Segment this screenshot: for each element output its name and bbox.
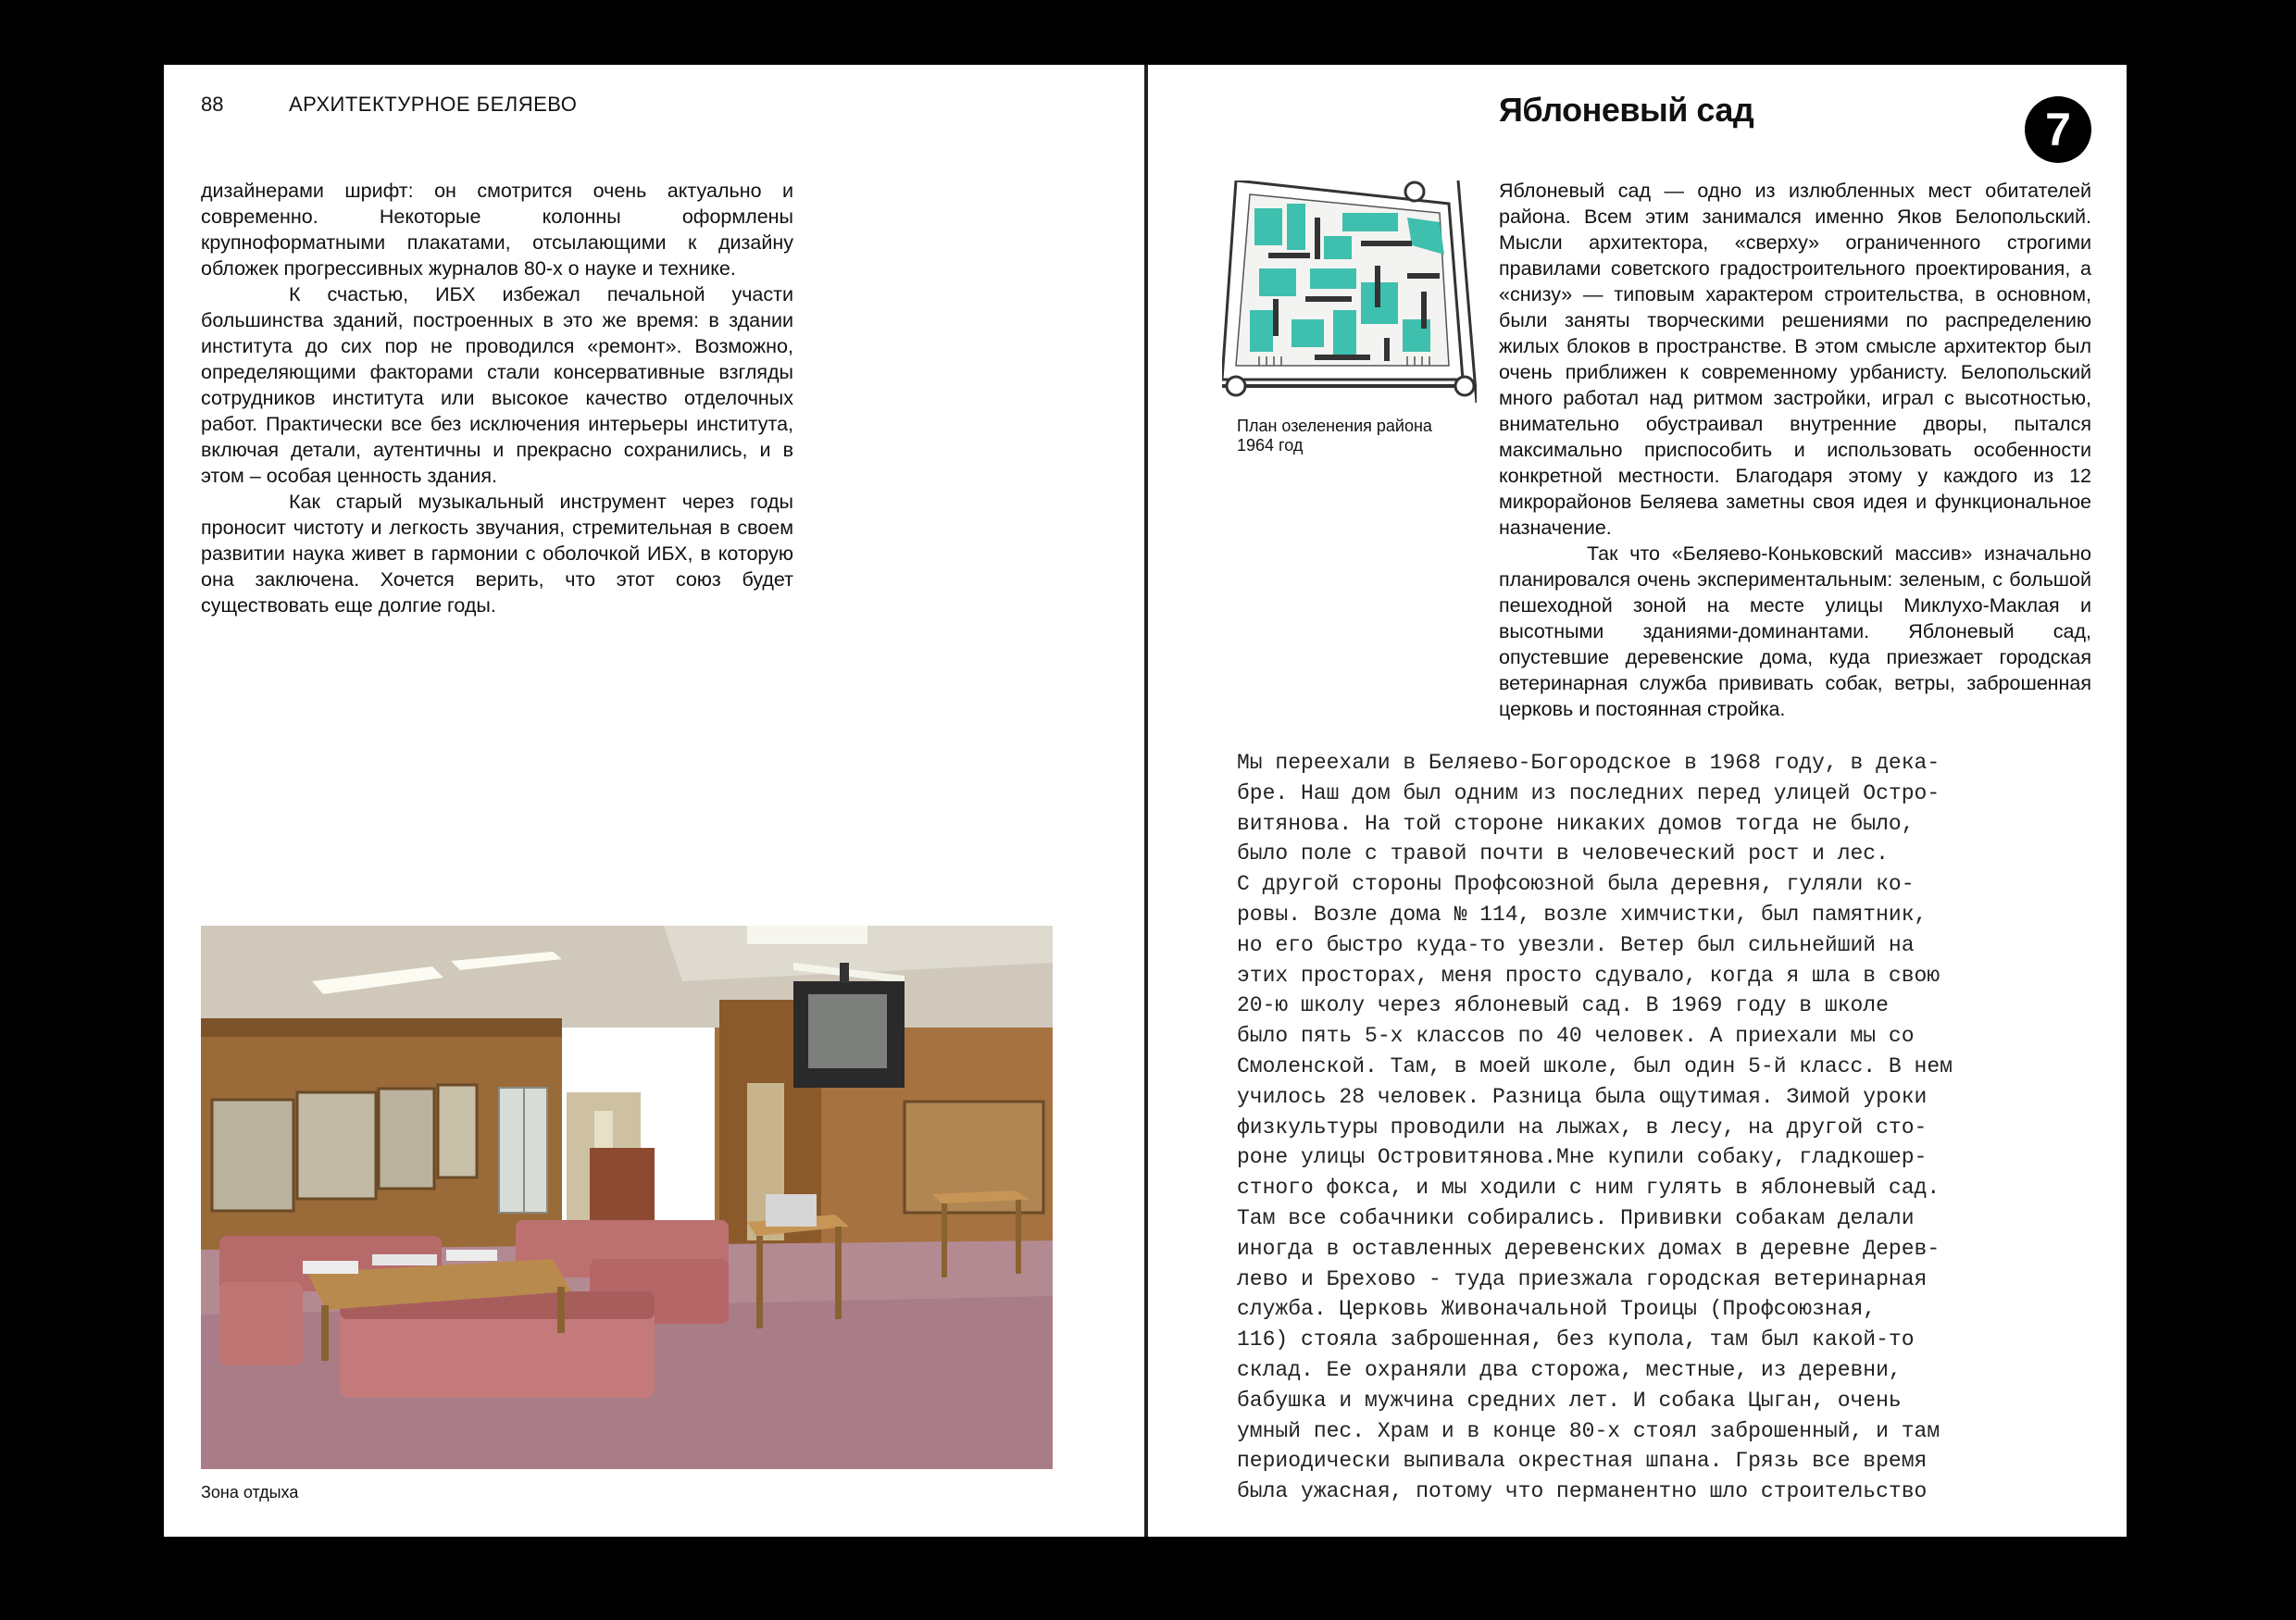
quote-line: было поле с травой почти в человеческий рост и лес.	[1237, 841, 1889, 866]
quote-line: витянова. На той стороне никаких домов тогда не было,	[1237, 811, 1915, 836]
paragraph: К счастью, ИБХ избежал печальной участи большинства зданий, построенных в это же время: в здании института до сих пор не проводился «ремонт». Возможно, определяющими факторами стали консервативные взгляды сотрудников института или высокое качество отделочных работ. Практически все без исключения интерьеры института, включая детали, аутентичны и прекрасно сохранились, и в этом – особая ценность здания.	[201, 283, 793, 487]
quote-line: умный пес. Храм и в конце 80-х стоял заброшенный, и там	[1237, 1418, 1940, 1443]
plan-caption	[1237, 417, 1478, 455]
resident-quote	[1237, 748, 2093, 1507]
running-head: АРХИТЕКТУРНОЕ БЕЛЯЕВО	[289, 93, 578, 116]
quote-line: иногда в оставленных деревенских домах в деревне Дерев-	[1237, 1236, 1940, 1261]
quote-line: склад. Ее охраняли два сторожа, местные, из деревни,	[1237, 1357, 1902, 1382]
quote-line: 116) стояла заброшенная, без купола, там был какой-то	[1237, 1327, 1915, 1352]
quote-line: стного фокса, и мы ходили с ним гулять в яблоневый сад.	[1237, 1176, 1940, 1201]
quote-line: Смоленской. Там, в моей школе, был один 5-й класс. В нем	[1237, 1053, 1953, 1078]
quote-line: была ужасная, потому что перманентно шло строительство	[1237, 1479, 1928, 1504]
quote-line: было пять 5-х классов по 40 человек. А приехали мы со	[1237, 1024, 1915, 1049]
right-text-column	[1499, 178, 2091, 722]
quote-line: Там все собачники собирались. Прививки собакам делали	[1237, 1205, 1915, 1230]
right-page	[1148, 65, 2127, 1537]
quote-line: физкультуры проводили на лыжах, в лесу, на другой сто-	[1237, 1115, 1928, 1140]
paragraph: дизайнерами шрифт: он смотрится очень актуально и современно. Некоторые колонны оформлены крупноформатными плакатами, отсылающими к дизайну обложек прогрессивных журналов 80-х о науке и технике.	[201, 180, 793, 280]
quote-line: служба. Церковь Живоначальной Троицы (Профсоюзная,	[1237, 1297, 1877, 1322]
quote-line: Мы переехали в Беляево-Богородское в 1968 году, в дека-	[1237, 751, 1940, 775]
quote-line: ровы. Возле дома № 114, возле химчистки, был памятник,	[1237, 902, 1928, 927]
quote-line: периодически выпивала окрестная шпана. Грязь все время	[1237, 1449, 1928, 1474]
page-number: 88	[201, 93, 224, 116]
paragraph: Как старый музыкальный инструмент через годы проносит чистоту и легкость звучания, стремительная в своем развитии наука живет в гармонии с оболочкой ИБХ, в которую она заключена. Хочется верить, что этот союз будет существовать еще долгие годы.	[201, 491, 793, 617]
quote-line: этих просторах, меня просто сдувало, когда я шла в свою	[1237, 963, 1940, 988]
quote-line: бабушка и мужчина средних лет. И собака Цыган, очень	[1237, 1388, 1902, 1413]
quote-line: училось 28 человек. Разница была ощутимая. Зимой уроки	[1237, 1084, 1928, 1109]
lounge-photo	[201, 926, 1053, 1469]
chapter-number-badge: 7	[2025, 96, 2091, 163]
greening-plan-map	[1222, 181, 1477, 403]
photo-caption: Зона отдыха	[201, 1483, 299, 1502]
quote-line: но его быстро куда-то увезли. Ветер был сильнейший на	[1237, 932, 1915, 957]
plan-caption-line: 1964 год	[1237, 436, 1304, 455]
left-page	[164, 65, 1144, 1537]
quote-line: роне улицы Островитянова.Мне купили собаку, гладкошер-	[1237, 1145, 1928, 1170]
chapter-title: Яблоневый сад	[1499, 91, 1754, 129]
left-text-column	[201, 178, 793, 618]
quote-line: 20-ю школу через яблоневый сад. В 1969 году в школе	[1237, 993, 1889, 1018]
paragraph: Так что «Беляево-Коньковский массив» изначально планировался очень экспериментальным: зеленым, с большой пешеходной зоной на месте улицы Миклухо-Маклая и высотными зданиями-доминантами. Яблоневый сад, опустевшие деревенские дома, куда приезжает городская ветеринарная служба прививать собак, ветры, заброшенная церковь и постоянная стройка.	[1499, 542, 2091, 720]
quote-line: С другой стороны Профсоюзной была деревня, гуляли ко-	[1237, 872, 1915, 897]
paragraph: Яблоневый сад — одно из излюбленных мест обитателей района. Всем этим занимался именно Яков Белопольский. Мысли архитектора, «сверху» ограниченного строгими правилами советского градостроительного проектирования, а «снизу» — типовым характером строительства, в основном, были заняты творческими решениями по распределению жилых блоков в пространстве. В этом смысле архитектор был очень приближен к современному урбанисту. Белопольский много работал над ритмом застройки, играл с высотностью, внимательно обустраивал внутренние дворы, пытался максимально приспособить и использовать особенности конкретной местности. Благодаря этому у каждого из 12 микрорайонов Беляева заметны своя идея и функциональное назначение.	[1499, 180, 2091, 539]
quote-line: бре. Наш дом был одним из последних перед улицей Остро-	[1237, 780, 1940, 805]
quote-line: лево и Брехово - туда приезжала городская ветеринарная	[1237, 1266, 1928, 1291]
plan-caption-line: План озеленения района	[1237, 417, 1432, 435]
